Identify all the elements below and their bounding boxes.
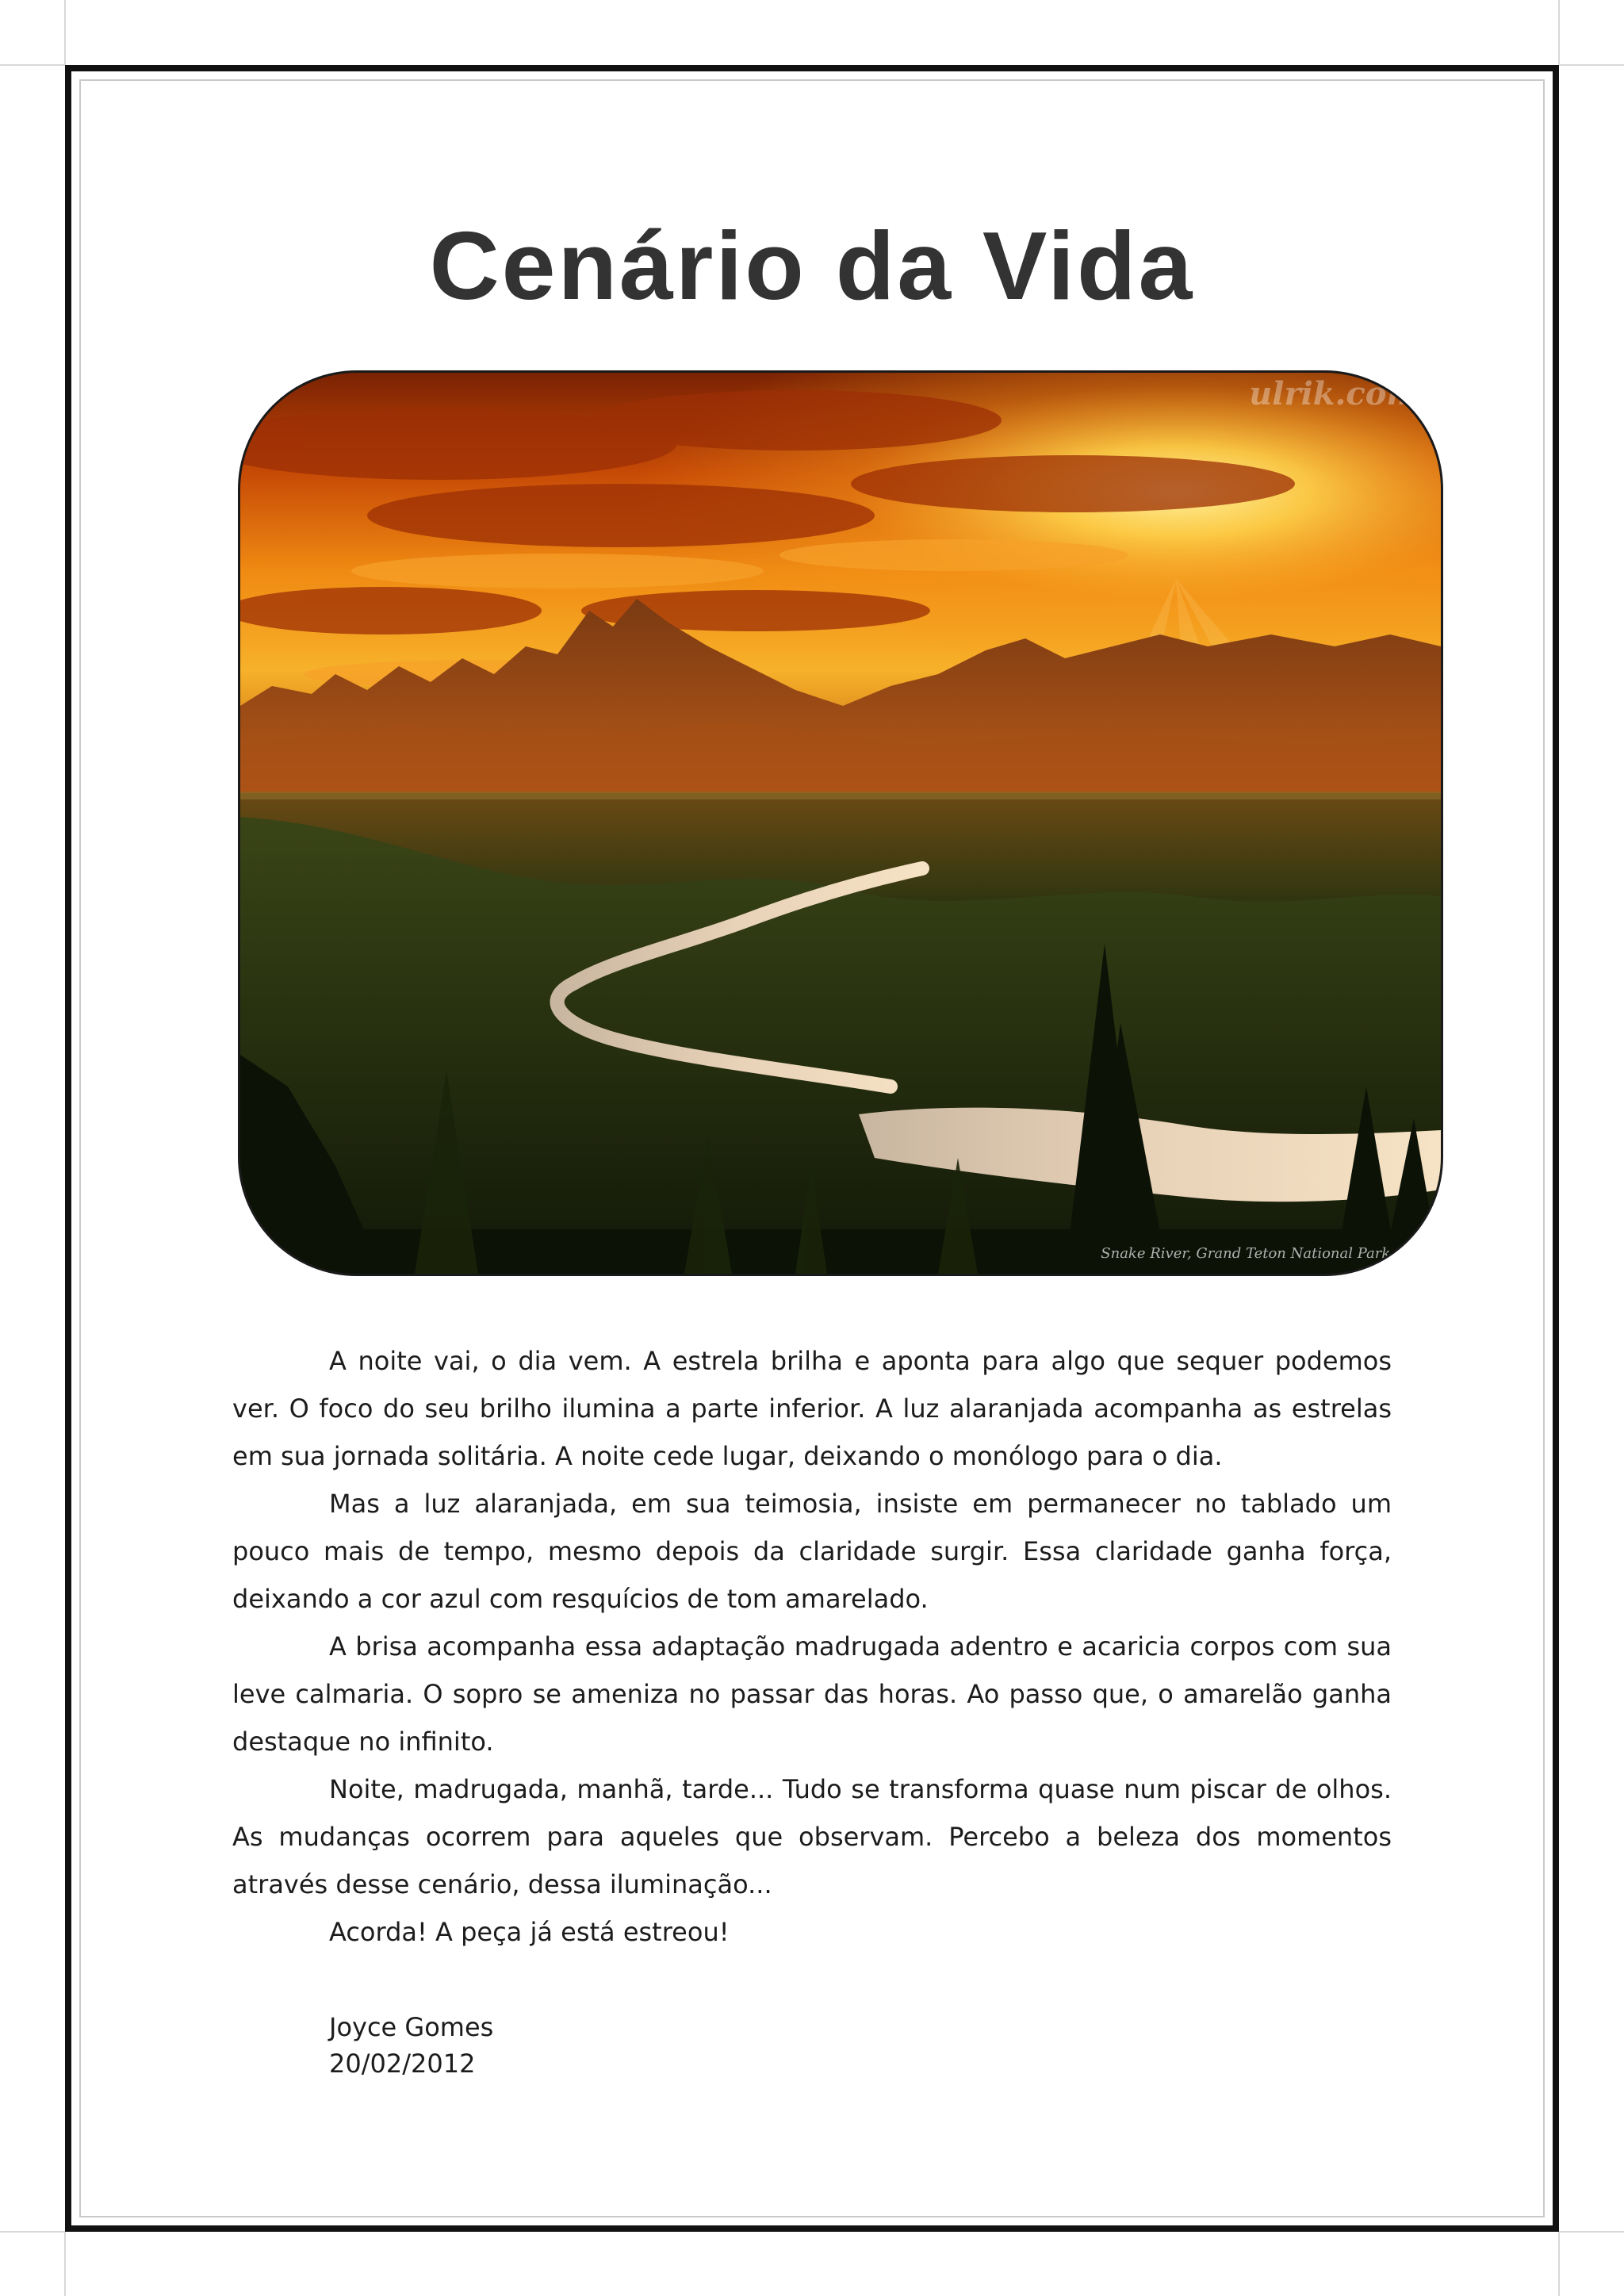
author-name: Joyce Gomes: [329, 2012, 494, 2042]
photo-watermark: ulrik.com: [1249, 375, 1420, 412]
paragraph: Acorda! A peça já está estreou!: [329, 1917, 730, 1947]
document-date: 20/02/2012: [329, 2049, 476, 2079]
photo-caption: Snake River, Grand Teton National Park, Wy: [1101, 1245, 1422, 1262]
paragraph: A brisa acompanha essa adaptação madrugada adentro e acaricia corpos com sua leve calmaria. O sopro se ameniza no passar das horas. Ao passo que, o amarelão ganha destaque no infinito.: [232, 1631, 1392, 1757]
sunset-landscape-photo: [238, 370, 1443, 1276]
document-body: [232, 1337, 1392, 1956]
paragraph: A noite vai, o dia vem. A estrela brilha e aponta para algo que sequer podemos ver. O foco do seu brilho ilumina a parte inferior. A luz alaranjada acompanha as estrelas em sua jornada solitária. A noite cede lugar, deixando o monólogo para o dia.: [232, 1346, 1392, 1471]
paragraph: Mas a luz alaranjada, em sua teimosia, insiste em permanecer no tablado um pouco mais de tempo, mesmo depois da claridade surgir. Essa claridade ganha força, deixando a cor azul com resquícios de tom amarelado.: [232, 1489, 1392, 1614]
document-title: Cenário da Vida: [429, 212, 1195, 320]
landscape-illustration: [240, 373, 1441, 1274]
paragraph: Noite, madrugada, manhã, tarde... Tudo se transforma quase num piscar de olhos. As mudanças ocorrem para aqueles que observam. Percebo a beleza dos momentos através desse cenário, dessa iluminação...: [232, 1774, 1392, 1899]
signature-block: [329, 2009, 493, 2082]
